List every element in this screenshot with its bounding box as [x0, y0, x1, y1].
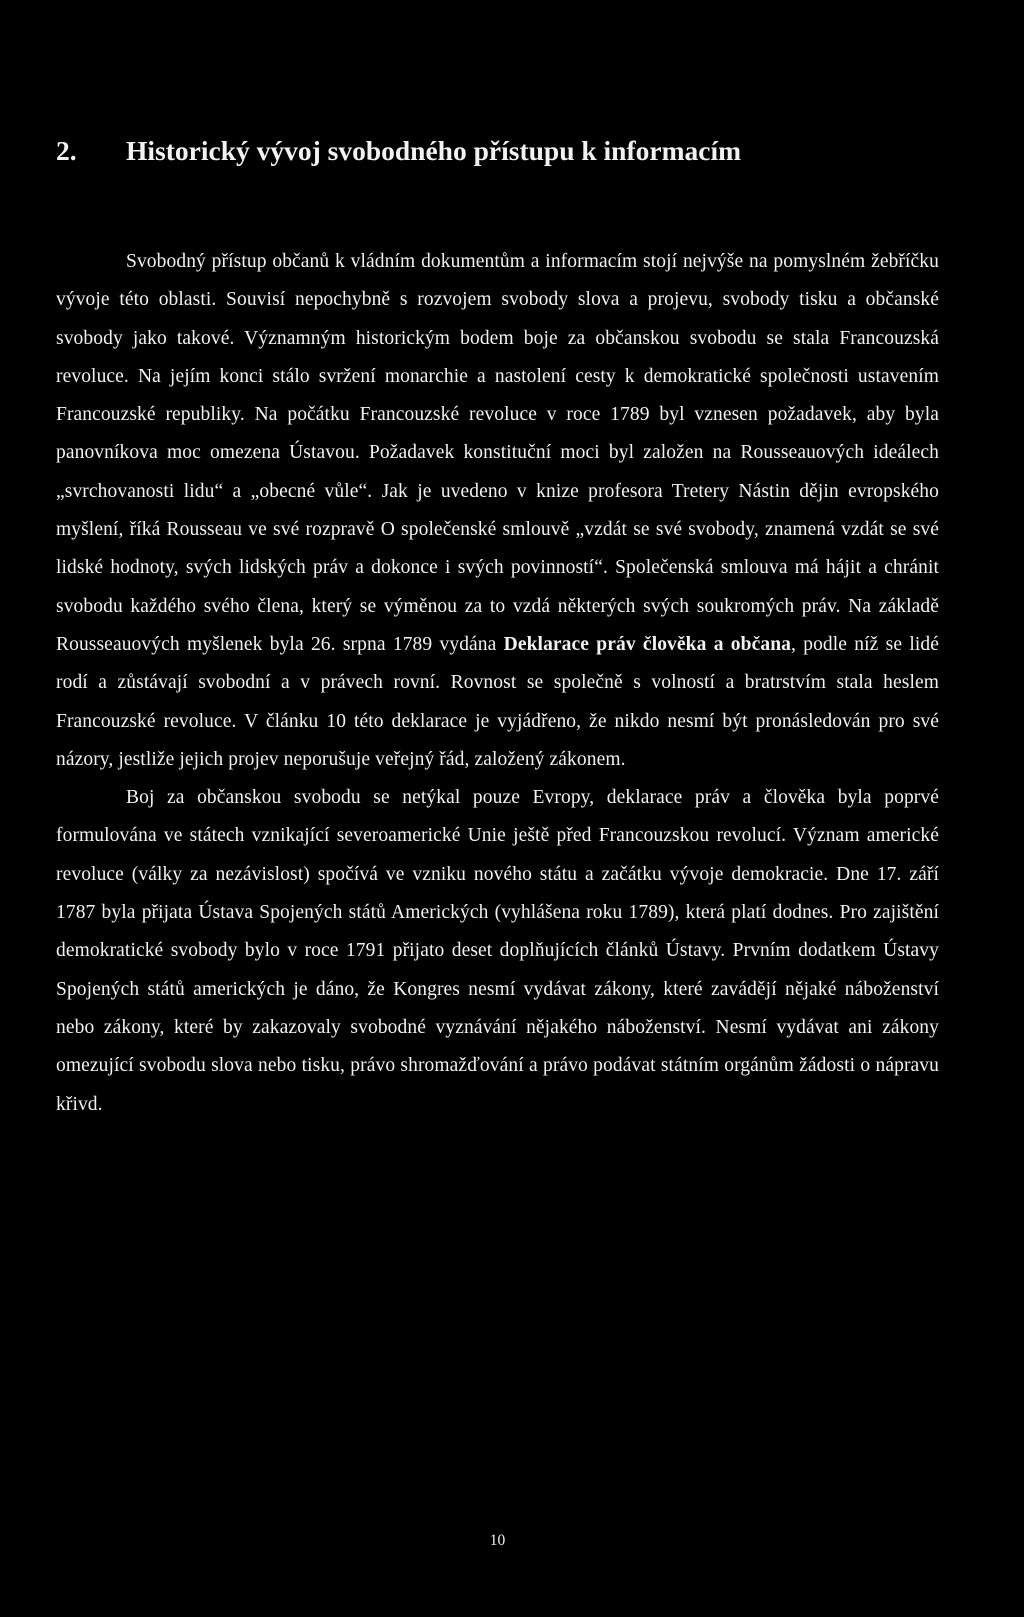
paragraph-1-text-before: Svobodný přístup občanů k vládním dokumentům a informacím stojí nejvýše na pomyslném žebříčku vývoje této oblasti. Souvisí nepochybně s rozvojem svobody slova a projevu, svobody tisku a občanské svobody jako takové. Významným historickým bodem boje za občanskou svobodu se stala Francouzská revoluce. Na jejím konci stálo svržení monarchie a nastolení cesty k demokratické společnosti ustavením Francouzské republiky. Na počátku Francouzské revoluce v roce 1789 byl vznesen požadavek, aby byla panovníkova moc omezena Ústavou. Požadavek konstituční moci byl založen na Rousseauových ideálech „svrchovanosti lidu“ a „obecné vůle“. Jak je uvedeno v knize profesora Tretery Nástin dějin evropského myšlení, říká Rousseau ve své rozpravě O společenské smlouvě „vzdát se své svobody, znamená vzdát se své lidské hodnoty, svých lidských práv a dokonce i svých povinností“. Společenská smlouva má hájit a chránit svobodu každého svého člena, který se výměnou za to vzdá některých svých soukromých práv. Na základě Rousseauových myšlenek byla 26. srpna 1789 vydána [56, 251, 939, 655]
document-page [56, 0, 939, 1617]
section-title: Historický vývoj svobodného přístupu k informacím [126, 135, 741, 166]
declaration-title: Deklarace práv člověka a občana [503, 633, 791, 655]
paragraph-1-text-after: , podle níž se lidé rodí a zůstávají svobodní a v právech rovní. Rovnost se společně s volností a bratrstvím stala heslem Francouzské revoluce. V článku 10 této deklarace je vyjádřeno, že nikdo nesmí být pronásledován pro své názory, jestliže jejich projev neporušuje veřejný řád, založený zákonem. [56, 633, 939, 770]
section-heading [56, 133, 939, 169]
body-text [56, 243, 939, 1124]
paragraph-2: Boj za občanskou svobodu se netýkal pouze Evropy, deklarace práv a člověka byla poprvé formulována ve státech vznikající severoamerické Unie ještě před Francouzskou revolucí. Význam americké revoluce (války za nezávislost) spočívá ve vzniku nového státu a začátku vývoje demokracie. Dne 17. září 1787 byla přijata Ústava Spojených států Amerických (vyhlášena roku 1789), která platí dodnes. Pro zajištění demokratické svobody bylo v roce 1791 přijato deset doplňujících článků Ústavy. Prvním dodatkem Ústavy Spojených států amerických je dáno, že Kongres nesmí vydávat zákony, které zavádějí nějaké náboženství nebo zákony, které by zakazovaly svobodné vyznávání nějakého náboženství. Nesmí vydávat ani zákony omezující svobodu slova nebo tisku, právo shromažďování a právo podávat státním orgánům žádosti o nápravu křivd. [56, 787, 939, 1115]
paragraph-1 [56, 243, 939, 779]
section-number: 2. [56, 135, 77, 166]
page-number: 10 [489, 1532, 506, 1549]
